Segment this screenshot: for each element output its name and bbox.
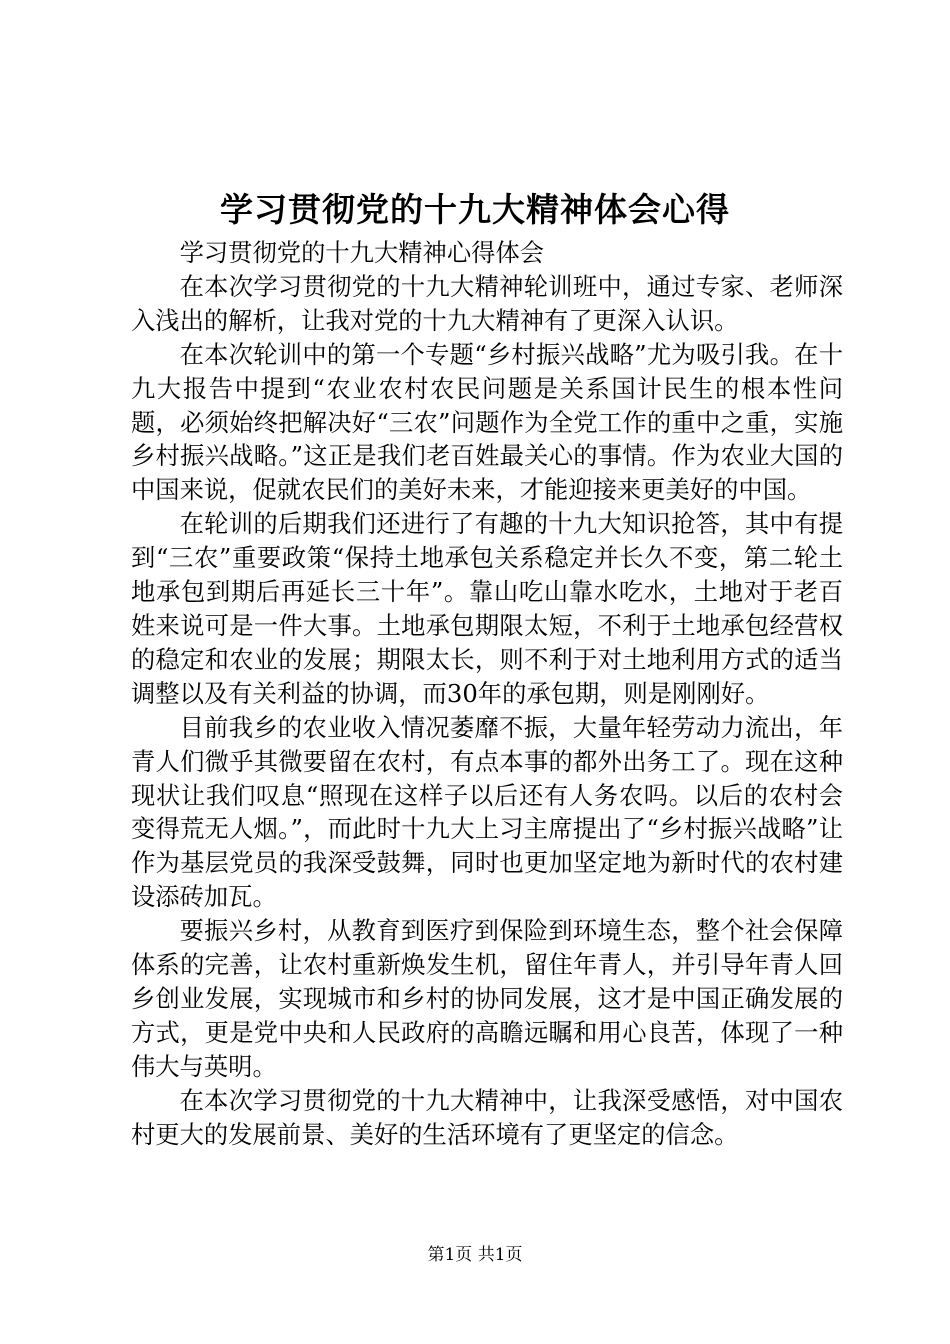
document-title: 学习贯彻党的十九大精神体会心得 [220,190,730,229]
paragraph-1: 在本次学习贯彻党的十九大精神轮训班中，通过专家、老师深入浅出的解析，让我对党的十九大精神有了更深入认识。 [131,271,843,335]
paragraph-2: 在本次轮训中的第一个专题“乡村振兴战略”尤为吸引我。在十九大报告中提到“农业农村农民问题是关系国计民生的根本性问题，必须始终把解决好“三农”问题作为全党工作的重中之重，实施乡村振兴战略。”这正是我们老百姓最关心的事情。作为农业大国的中国来说，促就农民们的美好未来，才能迎接来更美好的中国。 [131,339,843,505]
paragraph-subtitle: 学习贯彻党的十九大精神心得体会 [179,238,545,267]
paragraph-6: 在本次学习贯彻党的十九大精神中，让我深受感悟，对中国农村更大的发展前景、美好的生活环境有了更坚定的信念。 [131,1085,843,1149]
page-number-footer: 第1页 共1页 [427,1245,523,1265]
paragraph-5: 要振兴乡村，从教育到医疗到保险到环境生态，整个社会保障体系的完善，让农村重新焕发生机，留住年青人，并引导年青人回乡创业发展，实现城市和乡村的协同发展，这才是中国正确发展的方式，更是党中央和人民政府的高瞻远瞩和用心良苦，体现了一种伟大与英明。 [131,916,843,1081]
document-body [131,236,843,1151]
paragraph-3: 在轮训的后期我们还进行了有趣的十九大知识抢答，其中有提到“三农”重要政策“保持土地承包关系稳定并长久不变，第二轮土地承包到期后再延长三十年”。靠山吃山靠水吃水，土地对于老百姓来说可是一件大事。土地承包期限太短，不利于土地承包经营权的稳定和农业的发展；期限太长，则不利于对土地利用方式的适当调整以及有关利益的协调，而30年的承包期，则是刚刚好。 [131,509,843,708]
paragraph-4: 目前我乡的农业收入情况萎靡不振，大量年轻劳动力流出，年青人们微乎其微要留在农村，有点本事的都外出务工了。现在这种现状让我们叹息“照现在这样子以后还有人务农吗。以后的农村会变得荒无人烟。”，而此时十九大上习主席提出了“乡村振兴战略”让作为基层党员的我深受鼓舞，同时也更加坚定地为新时代的农村建设添砖加瓦。 [131,712,843,912]
